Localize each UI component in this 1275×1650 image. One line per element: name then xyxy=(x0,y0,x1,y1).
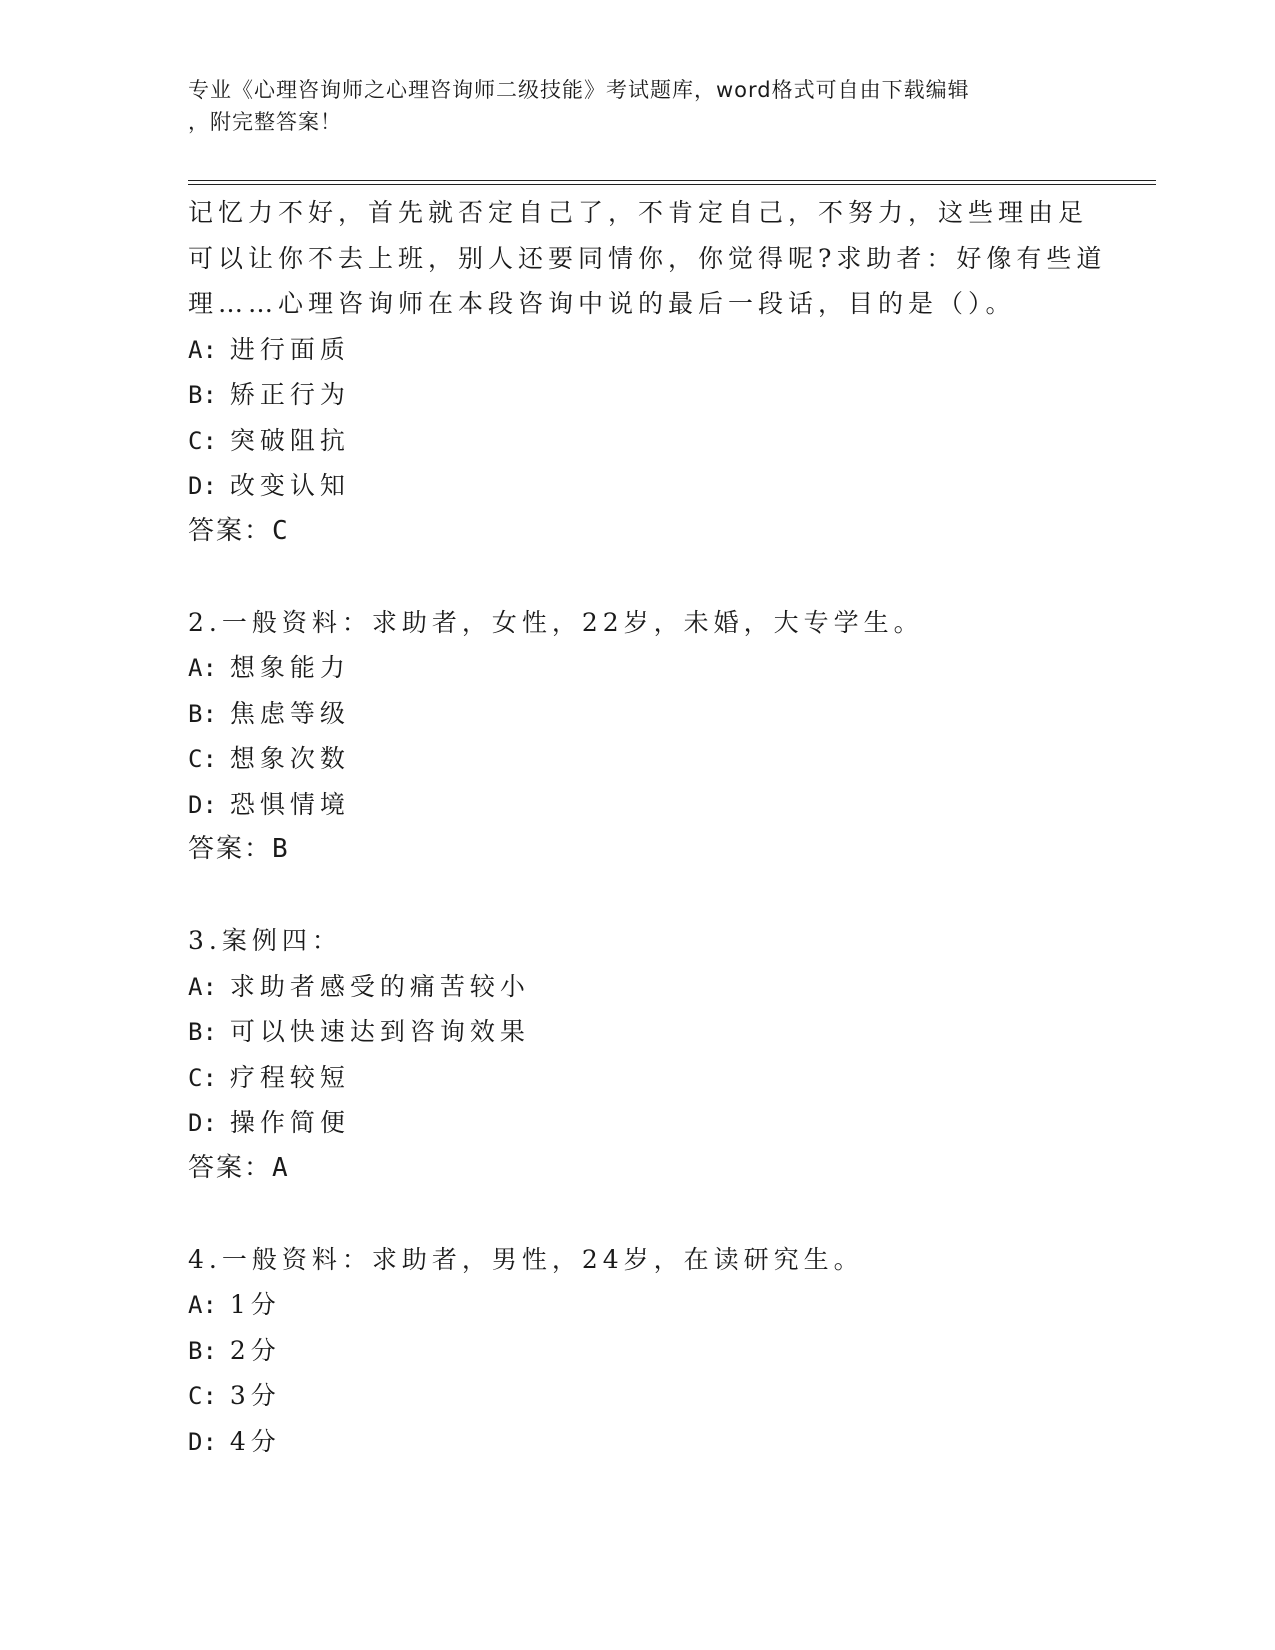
option-letter: A: xyxy=(188,972,217,1001)
option-letter: B: xyxy=(188,1018,217,1046)
option-text: 疗程较短 xyxy=(229,1062,350,1092)
option-a xyxy=(188,964,1088,1010)
option-b xyxy=(188,372,1088,418)
option-d xyxy=(188,782,1088,828)
answer-label: 答案： xyxy=(188,515,273,546)
option-text: 想象能力 xyxy=(229,653,350,682)
option-text: 改变认知 xyxy=(229,471,350,500)
option-text: 4分 xyxy=(229,1426,281,1456)
option-letter: A: xyxy=(188,335,217,364)
option-text: 2分 xyxy=(229,1335,281,1365)
question-stem-line: 可以让你不去上班，别人还要同情你，你觉得呢?求助者：好像有些道 xyxy=(188,243,1107,273)
answer-label: 答案： xyxy=(188,1152,273,1183)
question-stem: 3.案例四： xyxy=(188,926,342,955)
option-d xyxy=(188,1100,1088,1146)
question-stem-line: 记忆力不好，首先就否定自己了，不肯定自己，不努力，这些理由足 xyxy=(188,198,1089,227)
option-c xyxy=(188,1373,1088,1419)
option-text: 恐惧情境 xyxy=(229,789,350,819)
option-text: 可以快速达到咨询效果 xyxy=(229,1017,530,1046)
answer-value: A xyxy=(272,1152,288,1183)
question-stem: 4.一般资料：求助者，男性，24岁，在读研究生。 xyxy=(188,1244,864,1274)
option-b xyxy=(188,1009,1088,1055)
header-rule-top xyxy=(188,180,1156,181)
answer-line xyxy=(188,827,1088,873)
question-list xyxy=(188,190,1107,1464)
header-rule-bottom xyxy=(188,184,1156,185)
option-b xyxy=(188,691,1088,737)
option-letter: B: xyxy=(188,1336,217,1365)
document-header xyxy=(188,74,1068,138)
question-spacer xyxy=(188,1191,1088,1237)
option-letter: D: xyxy=(188,1427,217,1456)
answer-label: 答案： xyxy=(188,834,273,864)
answer-line xyxy=(188,509,1088,555)
option-letter: A: xyxy=(188,654,217,682)
option-a xyxy=(188,645,1088,691)
option-c xyxy=(188,736,1088,782)
option-letter: A: xyxy=(188,1291,217,1319)
option-letter: C: xyxy=(188,745,217,773)
option-d xyxy=(188,1419,1088,1465)
answer-line xyxy=(188,1146,1088,1192)
question-4 xyxy=(188,1237,1088,1465)
option-text: 求助者感受的痛苦较小 xyxy=(229,971,530,1001)
header-line-2: ，附完整答案！ xyxy=(188,110,342,134)
option-letter: B: xyxy=(188,381,217,409)
option-a xyxy=(188,1282,1088,1328)
option-text: 突破阻抗 xyxy=(229,425,350,455)
answer-value: B xyxy=(272,834,288,864)
option-text: 进行面质 xyxy=(229,334,350,364)
option-text: 1分 xyxy=(229,1290,281,1319)
question-stem-line: 理……心理咨询师在本段咨询中说的最后一段话，目的是（）。 xyxy=(188,289,1016,318)
option-c xyxy=(188,1055,1088,1101)
option-text: 操作简便 xyxy=(229,1108,350,1137)
option-b xyxy=(188,1328,1088,1374)
option-text: 想象次数 xyxy=(229,744,350,773)
question-stem: 2.一般资料：求助者，女性，22岁，未婚，大专学生。 xyxy=(188,607,924,637)
question-spacer xyxy=(188,873,1088,919)
option-letter: D: xyxy=(188,1109,217,1137)
option-d xyxy=(188,463,1088,509)
answer-value: C xyxy=(272,515,288,546)
header-line-1: 专业《心理咨询师之心理咨询师二级技能》考试题库，word格式可自由下载编辑 xyxy=(188,78,970,102)
option-text: 焦虑等级 xyxy=(229,698,350,728)
option-letter: B: xyxy=(188,699,217,728)
option-text: 3分 xyxy=(229,1381,281,1410)
option-c xyxy=(188,418,1088,464)
question-2 xyxy=(188,600,1088,873)
option-letter: D: xyxy=(188,790,217,819)
question-spacer xyxy=(188,554,1088,600)
option-text: 矫正行为 xyxy=(229,380,350,409)
option-letter: D: xyxy=(188,472,217,500)
option-letter: C: xyxy=(188,426,217,455)
option-letter: C: xyxy=(188,1063,217,1092)
question-1 xyxy=(188,190,1107,554)
option-a xyxy=(188,327,1088,373)
option-letter: C: xyxy=(188,1382,217,1410)
question-3 xyxy=(188,918,1088,1191)
